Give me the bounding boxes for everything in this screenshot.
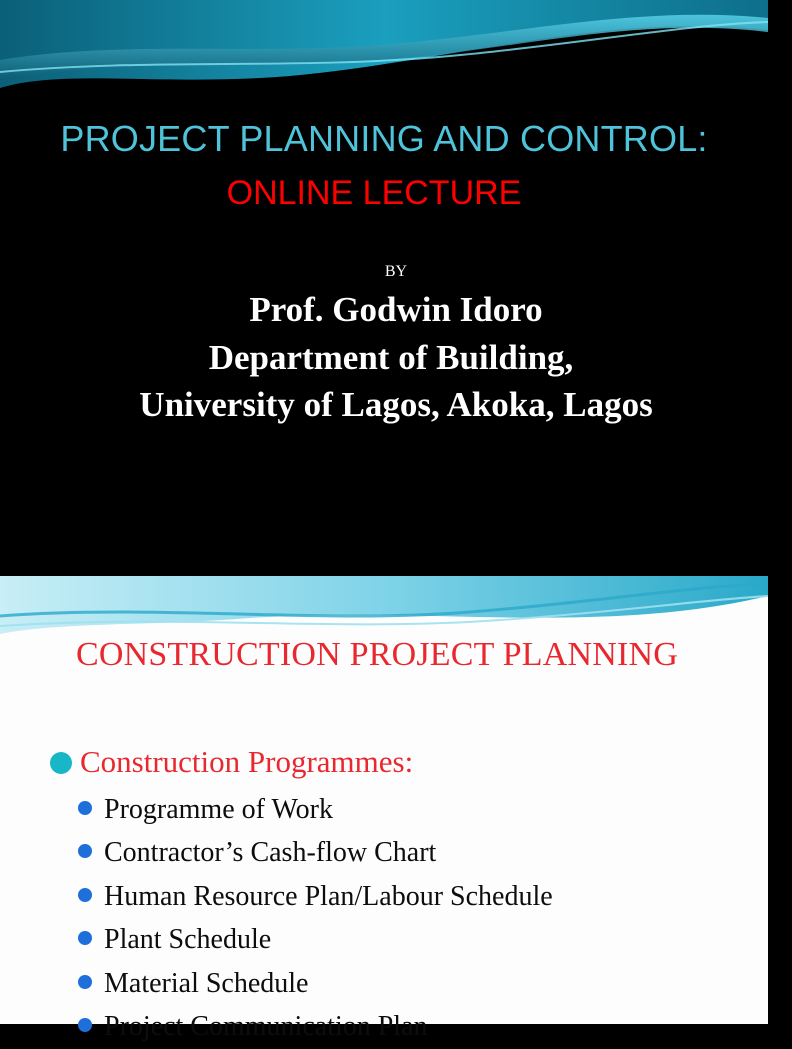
list-item-label: Human Resource Plan/Labour Schedule <box>104 881 553 913</box>
bullet-icon <box>50 752 72 774</box>
slide-title: CONSTRUCTION PROJECT PLANNING <box>0 636 754 674</box>
list-item <box>78 962 553 1006</box>
author-department: Department of Building, <box>0 337 782 379</box>
bullet-icon <box>78 801 92 815</box>
bullet-icon <box>78 888 92 902</box>
list-item-label: Plant Schedule <box>104 924 271 956</box>
list-item <box>78 832 553 876</box>
bullet-icon <box>78 844 92 858</box>
main-bullet-label: Construction Programmes: <box>80 744 413 780</box>
list-item <box>78 919 553 963</box>
list-item-label: Project Communication Plan <box>104 1011 428 1043</box>
list-item <box>78 875 553 919</box>
sub-bullet-list <box>78 788 553 1049</box>
main-bullet-item <box>50 744 413 780</box>
header-wave-decoration <box>0 0 768 110</box>
bullet-icon <box>78 1018 92 1032</box>
bullet-icon <box>78 931 92 945</box>
presentation-title: PROJECT PLANNING AND CONTROL: <box>0 118 768 160</box>
list-item <box>78 788 553 832</box>
author-name: Prof. Godwin Idoro <box>0 289 792 331</box>
bullet-icon <box>78 975 92 989</box>
content-slide <box>0 576 768 1024</box>
list-item-label: Contractor’s Cash-flow Chart <box>104 837 436 869</box>
list-item-label: Material Schedule <box>104 968 308 1000</box>
list-item <box>78 1006 553 1049</box>
author-university: University of Lagos, Akoka, Lagos <box>0 384 792 426</box>
list-item-label: Programme of Work <box>104 794 333 826</box>
by-label: BY <box>0 263 792 281</box>
presentation-subtitle: ONLINE LECTURE <box>0 172 748 214</box>
